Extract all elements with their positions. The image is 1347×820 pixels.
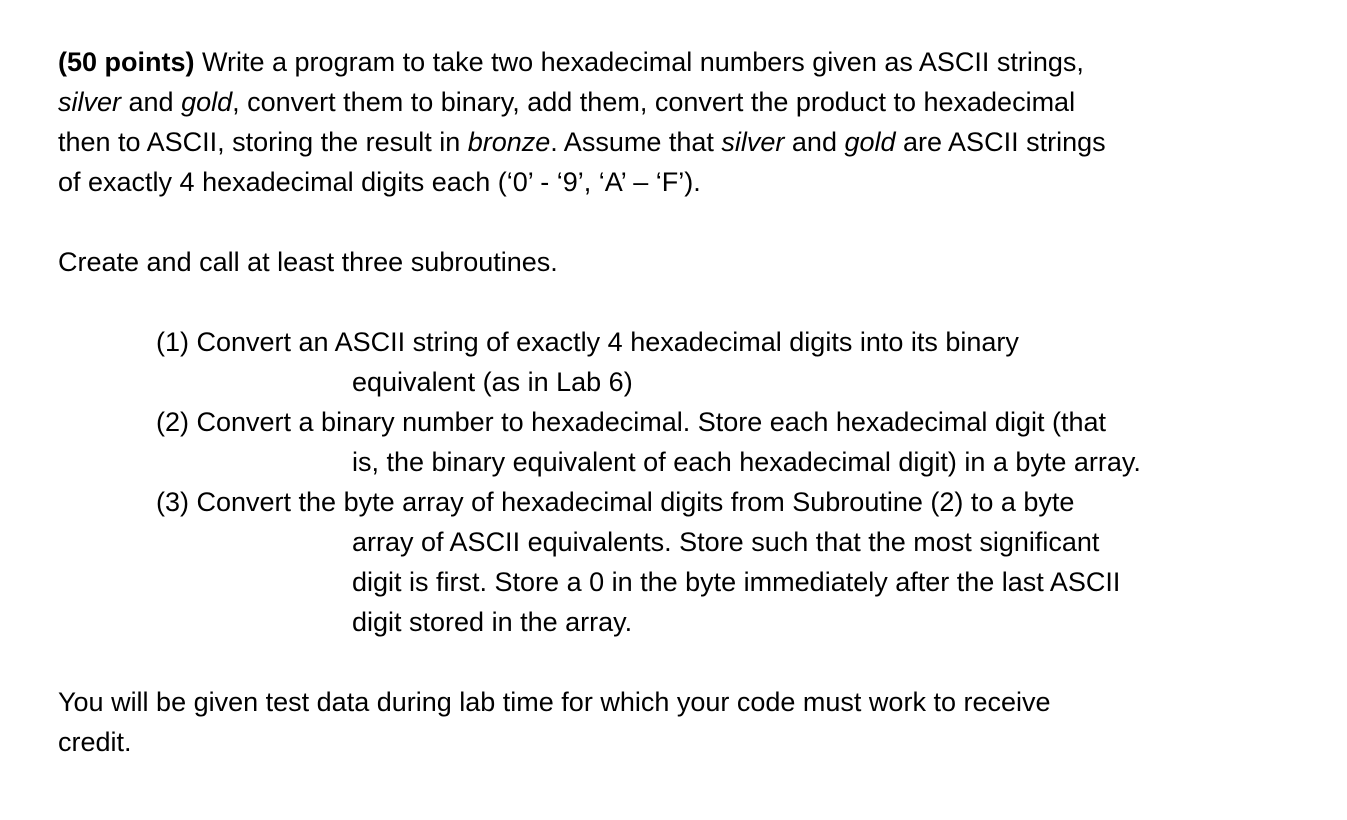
subroutine-item-2: (2) Convert a binary number to hexadecimal. Store each hexadecimal digit (that is, the binary equivalent of each hexadecimal digit) in a byte array. — [156, 407, 1141, 477]
points-label: (50 points) — [58, 47, 195, 77]
subroutine-item-3: (3) Convert the byte array of hexadecimal digits from Subroutine (2) to a byte array of ASCII equivalents. Store such that the most significant digit is first. Store a 0 in the byte immediately after the last ASCII digit stored in the array. — [156, 487, 1121, 637]
intro-line-3: then to ASCII, storing the result in bronze. Assume that silver and gold are ASCII strings — [58, 127, 1106, 157]
subroutines-intro: Create and call at least three subroutines. — [58, 247, 558, 277]
document-body — [58, 42, 1318, 762]
blank-line — [58, 282, 1318, 322]
subroutine-item-1: (1) Convert an ASCII string of exactly 4 hexadecimal digits into its binary equivalent (as in Lab 6) — [156, 327, 1019, 397]
blank-line — [58, 642, 1318, 682]
subroutine-list — [156, 322, 1318, 642]
bronze-term: bronze — [467, 127, 551, 157]
intro-line-1: (50 points) Write a program to take two hexadecimal numbers given as ASCII strings, — [58, 47, 1084, 77]
intro-line-4: of exactly 4 hexadecimal digits each (‘0’ - ‘9’, ‘A’ – ‘F’). — [58, 167, 701, 197]
blank-line — [58, 202, 1318, 242]
intro-paragraph — [58, 42, 1318, 202]
gold-term: gold — [844, 127, 896, 157]
silver-term: silver — [721, 127, 785, 157]
gold-term: gold — [181, 87, 233, 117]
closing-paragraph: You will be given test data during lab time for which your code must work to receive credit. — [58, 687, 1051, 757]
intro-line-2: silver and gold, convert them to binary, add them, convert the product to hexadecimal — [58, 87, 1076, 117]
silver-term: silver — [58, 87, 122, 117]
